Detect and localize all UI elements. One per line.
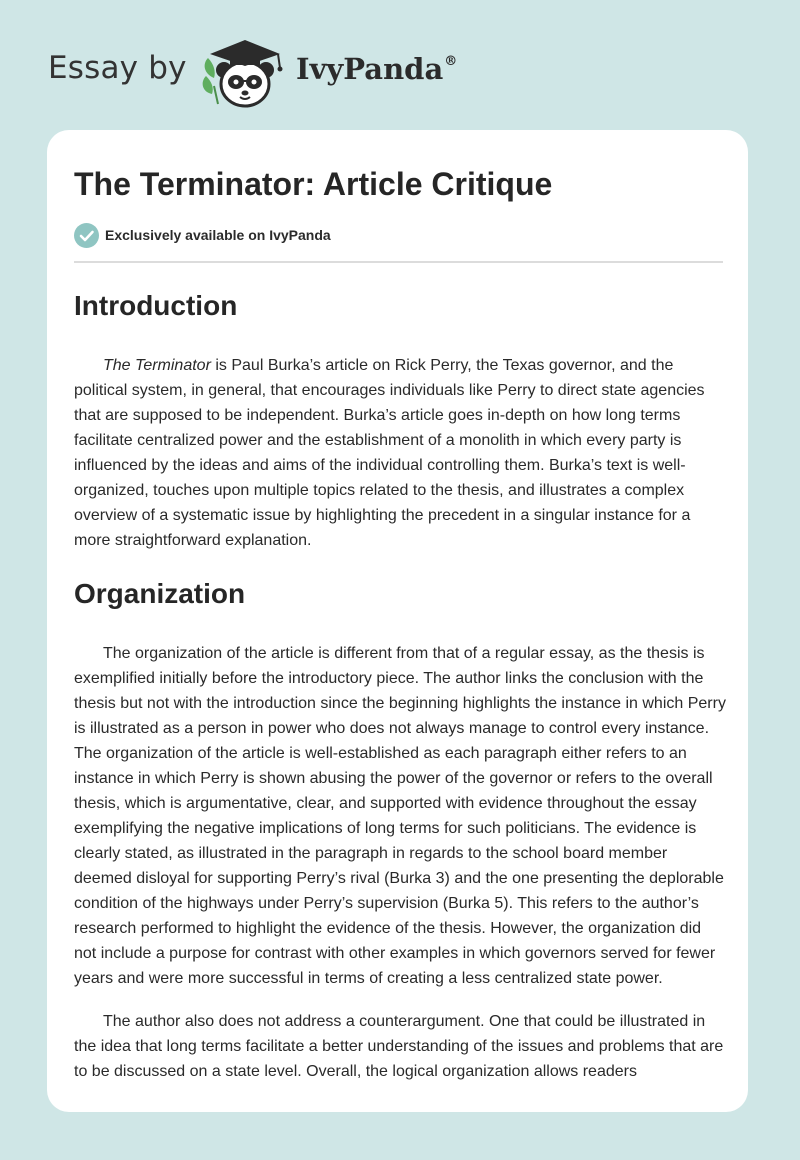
paragraph-text: is Paul Burka’s article on Rick Perry, the Texas governor, and the political system, in general, that encourages individuals like Perry to direct state agencies that are supposed to be independent. Burka’s article goes in-depth on how long terms facilitate centralized power and the establishment of a monolith in which every party is influenced by the ideas and aims of the individual controlling them. Burka’s text is well-organized, touches upon multiple topics related to the thesis, and illustrates a complex overview of a systematic issue by highlighting the precedent in a singular instance for a more straightforward explanation. bbox=[74, 357, 705, 549]
article-title-italic: The Terminator bbox=[103, 357, 211, 374]
document-title: The Terminator: Article Critique bbox=[74, 166, 553, 202]
title-divider bbox=[74, 261, 723, 263]
section-heading-organization: Organization bbox=[74, 578, 246, 609]
brand-prefix: Essay by bbox=[48, 50, 187, 86]
document-body bbox=[74, 280, 726, 1084]
paragraph-organization-1: The organization of the article is different from that of a regular essay, as the thesis is exemplified initially before the introductory piece. The author links the conclusion with the thesis but not with the introduction since the beginning highlights the instance in which Perry is illustrated as a person in power who does not always manage to control every instance. The organization of the article is well-established as each paragraph either refers to an instance in which Perry is shown abusing the power of the governor or refers to the overall thesis, which is argumentative, clear, and supported with evidence throughout the essay exemplifying the negative implications of long terms for such politicians. The evidence is clearly stated, as illustrated in the paragraph in regards to the school board member deemed disloyal for supporting Perry’s rival (Burka 3) and the one presenting the deplorable condition of the highways under Perry’s supervision (Burka 5). This refers to the author’s research performed to highlight the evidence of the thesis. However, the organization did not include a purpose for contrast with other examples in which governors served for fewer years and were more successful in terms of creating a less centralized state power. bbox=[74, 645, 726, 987]
exclusive-badge bbox=[74, 222, 331, 248]
document-card bbox=[47, 130, 748, 1112]
paragraph-organization-2: The author also does not address a counterargument. One that could be illustrated in the idea that long terms facilitate a better understanding of the issues and problems that are to be discussed on a state level. Overall, the logical organization allows readers bbox=[74, 1013, 724, 1080]
section-heading-introduction: Introduction bbox=[74, 290, 238, 321]
paragraph-introduction bbox=[74, 353, 726, 553]
check-circle-icon bbox=[74, 223, 99, 248]
brand-name-text: IvyPanda bbox=[296, 52, 444, 86]
panda-graduate-icon bbox=[200, 34, 290, 110]
brand-name bbox=[296, 52, 457, 86]
site-header bbox=[0, 0, 800, 130]
registered-mark: ® bbox=[444, 54, 458, 69]
badge-text: Exclusively available on IvyPanda bbox=[105, 227, 331, 243]
